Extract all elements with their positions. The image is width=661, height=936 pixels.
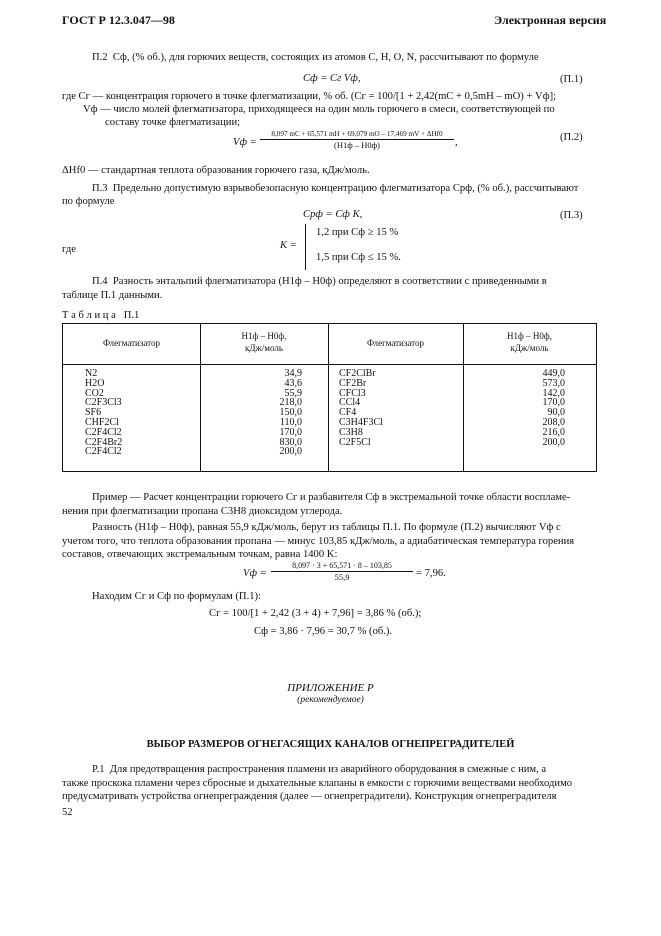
table-header-enthalpy-left-formula: H1ф – H0ф, [241,331,287,341]
table-cell-agent: C2F4Cl2 [85,446,122,458]
table-header-agent-left: Флегматизатор [103,338,160,348]
p2-where-line1: где Cг — концентрация горючего в точке флегматизации, % об. (Cг = 100/[1 + 2,42(mС + 0,5mН – mО) + Vф]; [62,91,557,102]
appendix-title: ПРИЛОЖЕНИЕ Р [287,682,374,694]
table-cell-agent: CCl4 [339,397,361,409]
k-case-2: 1,5 при Cф ≤ 15 %. [316,252,401,263]
example-vf-lhs: Vф = [243,568,267,579]
example-vf-fraction [271,561,413,582]
formula-number-p3: (П.3) [560,210,583,221]
formula-p3: Cрф = Cф K, [303,209,363,220]
formula-p2-numerator: 8,097 mC + 65,571 mH + 69,079 mO – 17,469 mV + ΔHf0 [271,130,443,138]
table-cell-agent: C2F3Cl3 [85,397,122,409]
formula-p2-fraction [260,129,454,150]
appendix-heading: ВЫБОР РАЗМЕРОВ ОГНЕГАСЯЩИХ КАНАЛОВ ОГНЕПРЕГРАДИТЕЛЕЙ [146,739,515,750]
table-cell-agent: C2F4Br2 [85,436,123,448]
table-cell-agent: CFCl3 [339,387,366,399]
formula-p2-comma: , [455,137,458,148]
table-cell-value: 216,0 [542,426,565,438]
table-cell-value: 449,0 [542,368,565,379]
example-vf-result: = 7,96. [416,568,446,579]
formula-p1: Cф = Cг Vф, [303,73,361,84]
example-line2: нения при флегматизации пропана C3H8 диоксидом углерода. [62,506,343,517]
p3-where: где [62,244,76,255]
formula-p2-lhs: Vф = [233,137,257,148]
table-cell-value: 55,9 [284,387,302,399]
example-line1: Пример — Расчет концентрации горючего Cг и разбавителя Cф в экстремальной точке области воспламе- [92,492,571,503]
table-cell-value: 573,0 [542,377,565,389]
p3-text-line1: П.3 Предельно допустимую взрывобезопасную концентрацию флегматизатора Cрф, (% об.), рассчитывают [92,183,579,194]
table-cell-value: 218,0 [279,397,302,409]
table-cell-agent: CF2ClBr [339,368,376,379]
table-cell-value: 150,0 [279,407,302,419]
table-header-enthalpy-left [200,330,328,354]
example-vf-denominator: 55,9 [271,571,413,582]
table-cell-agent: C3H4F3Cl [339,416,383,428]
table-cell-agent: CHF2Cl [85,416,119,428]
table-left-names [85,369,122,457]
formula-k-lhs: K = [280,240,297,251]
table-cell-value: 34,9 [284,368,302,379]
example-line6: Находим Cг и Cф по формулам (П.1): [92,591,261,602]
p4-text-line1: П.4 Разность энтальпий флегматизатора (H1ф – H0ф) определяют в соответствии с приведенными в [92,276,547,287]
p4-text-line2: таблице П.1 данными. [62,290,163,301]
formula-p2-denominator: (H1ф – H0ф) [260,139,454,150]
table-header-agent-right: Флегматизатор [367,338,424,348]
table-cell-agent: SF6 [85,407,102,419]
table-cell-value: 142,0 [542,387,565,399]
table-right-values [463,369,565,447]
table-cell-agent: C3H8 [339,426,363,438]
table-left-values [200,369,302,457]
p2-text: П.2 Cф, (% об.), для горючих веществ, состоящих из атомов С, Н, О, N, рассчитывают по формуле [92,52,539,63]
p2-delta-h: ΔHf0 — стандартная теплота образования горючего газа, кДж/моль. [62,165,370,176]
formula-number-p1: (П.1) [560,74,583,85]
table-cell-value: 170,0 [279,426,302,438]
table-cell-value: 200,0 [542,436,565,448]
table-cell-agent: CO2 [85,387,104,399]
table-cell-agent: CF4 [339,407,357,419]
example-line4: учетом того, что теплота образования пропана — минус 103,85 кДж/моль, а адиабатическая температура горения [62,536,575,547]
page-number: 52 [62,807,73,818]
table-p1 [62,323,597,472]
table-cell-agent: N2 [85,368,98,379]
table-right-names [339,369,383,447]
p3-text-line2: по формуле [62,196,115,207]
table-cell-value: 830,0 [279,436,302,448]
table-cell-value: 110,0 [279,416,302,428]
k-case-1: 1,2 при Cф ≥ 15 % [316,227,399,238]
table-cell-agent: C2F5Cl [339,436,371,448]
table-header-divider [63,364,596,365]
appendix-subtitle: (рекомендуемое) [297,695,364,705]
table-caption: Т а б л и ц а П.1 [62,310,140,321]
example-cg-formula: Cг = 100/[1 + 2,42 (3 + 4) + 7,96] = 3,86 % (об.); [209,608,422,619]
table-cell-value: 90,0 [547,407,565,419]
table-cell-value: 43,6 [284,377,302,389]
table-header-enthalpy-right-formula: H1ф – H0ф, [507,331,552,341]
r1-line2: также проскока пламени через сбросные и дыхательные клапаны в емкости с горючими веществами необходимо [62,778,573,789]
table-cell-agent: C2F4Cl2 [85,426,122,438]
doc-code: ГОСТ Р 12.3.047—98 [62,13,175,27]
p2-where-line3: составу точке флегматизации; [105,117,241,128]
k-brace [305,224,306,270]
table-header-enthalpy-right [463,330,596,354]
table-header-enthalpy-right-unit: кДж/моль [510,343,549,353]
example-line5: составов, отвечающих экстремальным точкам, равна 1400 K: [62,549,338,560]
table-cell-agent: H2O [85,377,105,389]
table-cell-agent: CF2Br [339,377,367,389]
example-cf-formula: Cф = 3,86 · 7,96 = 30,7 % (об.). [254,626,393,637]
table-cell-value: 208,0 [542,416,565,428]
example-vf-numerator: 8,097 · 3 + 65,571 · 8 – 103,85 [292,561,392,570]
example-line3: Разность (H1ф – H0ф), равная 55,9 кДж/моль, берут из таблицы П.1. По формуле (П.2) вычисляют Vф с [92,522,561,533]
table-cell-value: 170,0 [542,397,565,409]
p2-where-line2: Vф — число молей флегматизатора, приходящееся на один моль горючего в смеси, соответствующей по [83,104,555,115]
table-header-enthalpy-left-unit: кДж/моль [245,343,283,353]
r1-line3: предусматривать устройства огнепреграждения (далее — огнепреградители). Конструкция огнепреградителя [62,791,557,802]
r1-line1: Р.1 Для предотвращения распространения пламени из аварийного оборудования в смежные с ним, а [92,764,547,775]
electronic-version-label: Электронная версия [494,13,607,27]
formula-number-p2: (П.2) [560,132,583,143]
table-cell-value: 200,0 [279,446,302,458]
